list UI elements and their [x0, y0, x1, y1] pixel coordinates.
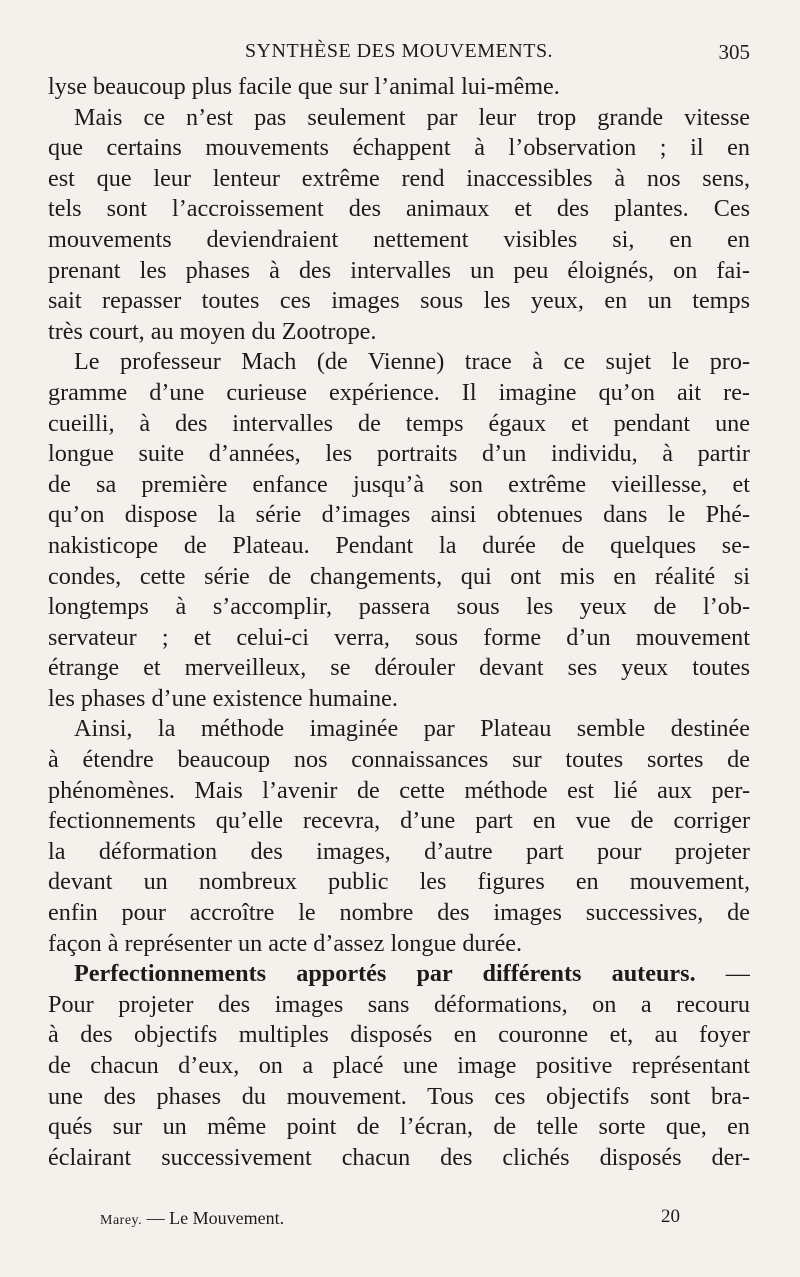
- text-line: gramme d’une curieuse expérience. Il imagine qu’on ait re-: [48, 378, 750, 406]
- text-line: étrange et merveilleux, se dérouler devant ses yeux toutes: [48, 654, 750, 682]
- text-line: devant un nombreux public les figures en mouvement,: [48, 868, 750, 896]
- section-heading: Perfectionnements apportés par différents auteurs.: [74, 960, 696, 988]
- body-text: [48, 72, 750, 1173]
- text-line: à étendre beaucoup nos connaissances sur toutes sortes de: [48, 746, 750, 774]
- text-line: qu’on dispose la série d’images ainsi obtenues dans le Phé-: [48, 501, 750, 529]
- text-line: servateur ; et celui-ci verra, sous forme d’un mouvement: [48, 623, 750, 651]
- footer-credit: [100, 1208, 284, 1229]
- text-line: est que leur lenteur extrême rend inaccessibles à nos sens,: [48, 164, 750, 192]
- running-title: SYNTHÈSE DES MOUVEMENTS.: [244, 40, 554, 62]
- text-line: sait repasser toutes ces images sous les yeux, en un temps: [48, 287, 750, 315]
- text-line: longue suite d’années, les portraits d’un individu, à partir: [48, 440, 750, 468]
- text-line: qués sur un même point de l’écran, de telle sorte que, en: [48, 1113, 750, 1141]
- text-line: de sa première enfance jusqu’à son extrême vieillesse, et: [48, 470, 750, 498]
- footer-author: Marey.: [100, 1213, 143, 1228]
- text-line: phénomènes. Mais l’avenir de cette méthode est lié aux per-: [48, 776, 750, 804]
- text-line: prenant les phases à des intervalles un peu éloignés, on fai-: [48, 256, 750, 284]
- text-line: longtemps à s’accomplir, passera sous les yeux de l’ob-: [48, 593, 750, 621]
- text-line: lyse beaucoup plus facile que sur l’animal lui-même.: [48, 73, 560, 100]
- text-line: la déformation des images, d’autre part pour projeter: [48, 837, 750, 865]
- text-line: Pour projeter des images sans déformations, on a recouru: [48, 990, 750, 1018]
- footer-title: — Le Mouvement.: [142, 1208, 285, 1228]
- text-line: que certains mouvements échappent à l’observation ; il en: [48, 134, 750, 162]
- text-line: cueilli, à des intervalles de temps égaux et pendant une: [48, 409, 750, 437]
- text-line: Ainsi, la méthode imaginée par Plateau semble destinée: [74, 715, 750, 743]
- text-line: à des objectifs multiples disposés en couronne et, au foyer: [48, 1021, 750, 1049]
- heading-dash: —: [695, 960, 750, 988]
- text-line: façon à représenter un acte d’assez longue durée.: [48, 929, 523, 957]
- text-line: Mais ce n’est pas seulement par leur trop grande vitesse: [74, 103, 750, 131]
- text-line: tels sont l’accroissement des animaux et des plantes. Ces: [48, 195, 750, 223]
- text-line: nakisticope de Plateau. Pendant la durée de quelques se-: [48, 531, 750, 559]
- page-number: 305: [718, 40, 750, 64]
- text-line: condes, cette série de changements, qui ont mis en réalité si: [48, 562, 750, 590]
- text-line: Le professeur Mach (de Vienne) trace à ce sujet le pro-: [74, 348, 750, 376]
- page-footer: [100, 1208, 680, 1236]
- text-line: enfin pour accroître le nombre des images successives, de: [48, 899, 750, 927]
- text-line: de chacun d’eux, on a placé une image positive représentant: [48, 1052, 750, 1079]
- text-line: les phases d’une existence humaine.: [48, 684, 398, 712]
- text-line: mouvements deviendraient nettement visibles si, en en: [48, 225, 750, 253]
- text-line: éclairant successivement chacun des clichés disposés der-: [48, 1143, 750, 1171]
- text-line: très court, au moyen du Zootrope.: [48, 317, 377, 345]
- text-line: une des phases du mouvement. Tous ces objectifs sont bra-: [48, 1082, 750, 1110]
- text-line: fectionnements qu’elle recevra, d’une part en vue de corriger: [48, 807, 750, 835]
- section-heading-line: [48, 959, 750, 990]
- signature-mark: 20: [661, 1206, 680, 1227]
- running-head: [48, 38, 750, 68]
